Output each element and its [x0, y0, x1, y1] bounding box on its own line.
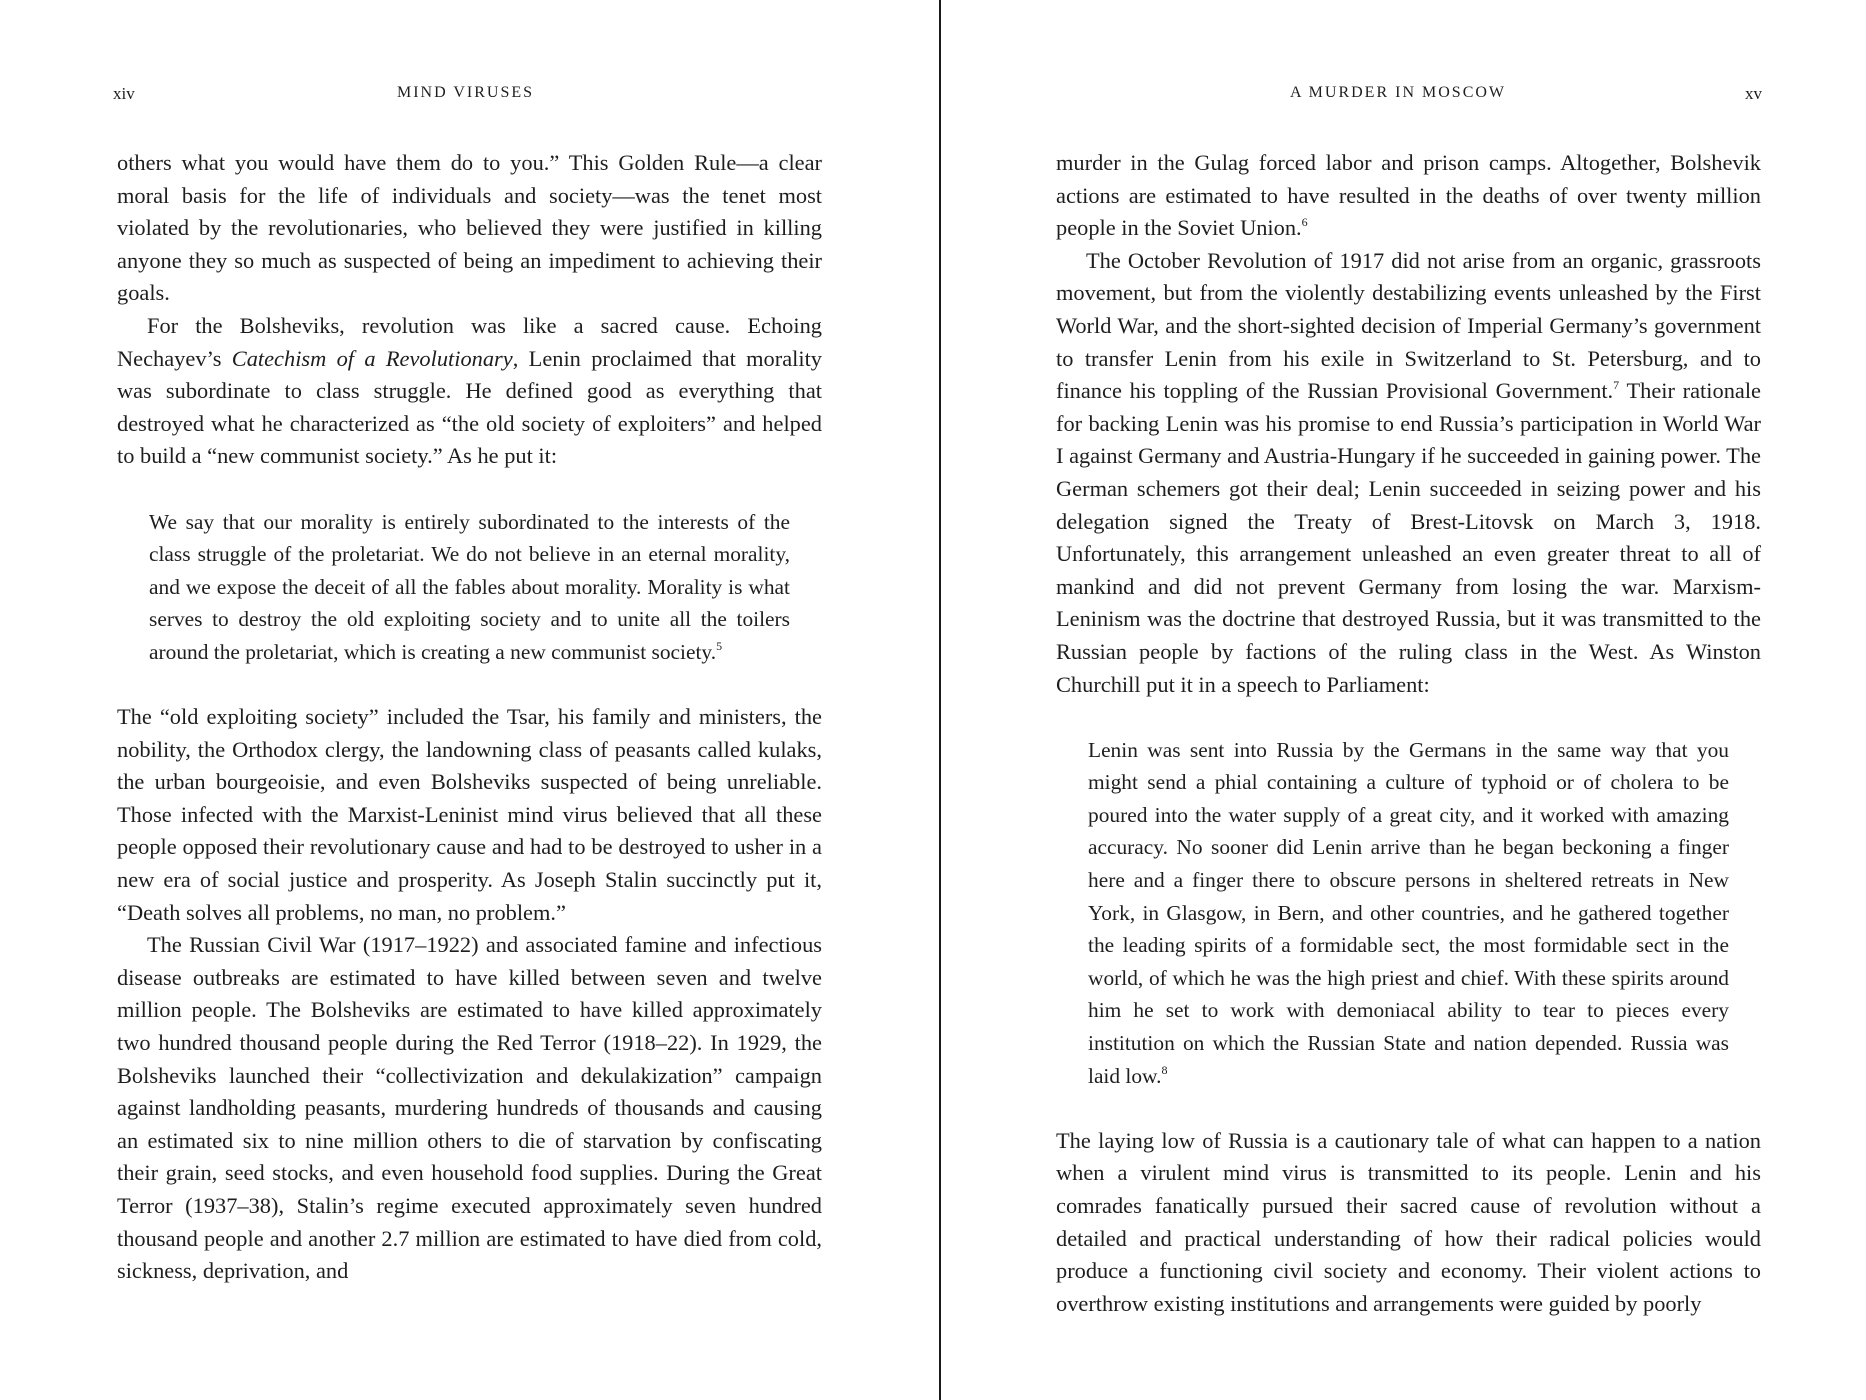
footnote-ref-6: 6 — [1301, 215, 1308, 230]
left-page-body — [117, 147, 822, 1288]
left-paragraph-3: The “old exploiting society” included the Tsar, his family and ministers, the nobility, the Orthodox clergy, the landowning class of peasants called kulaks, the urban bourgeoisie, and even Bolsheviks suspected of being unreliable. Those infected with the Marxist-Leninist mind virus believed that all these people opposed their revolutionary cause and had to be destroyed to usher in a new era of social justice and prosperity. As Joseph Stalin succinctly put it, “Death solves all problems, no man, no problem.” — [117, 704, 822, 925]
footnote-ref-7: 7 — [1613, 378, 1620, 393]
right-paragraph-1 — [1056, 147, 1761, 245]
lenin-block-quote — [149, 506, 790, 669]
churchill-quote-text: Lenin was sent into Russia by the Germans in the same way that you might send a phial containing a culture of typhoid or of cholera to be poured into the water supply of a great city, and it worked with amazing accuracy. No sooner did Lenin arrive than he began beckoning a finger here and a finger there to obscure persons in sheltered retreats in New York, in Glasgow, in Bern, and other countries, and he gathered together the leading spirits of a formidable sect, the most formidable sect in the world, of which he was the high priest and chief. With these spirits around him he set to work with demoniacal ability to tear to pieces every institution on which the Russian State and nation depended. Russia was laid low. — [1088, 737, 1729, 1088]
right-paragraph-1-text: murder in the Gulag forced labor and prison camps. Altogether, Bolshevik actions are estimated to have resulted in the deaths of over twenty million people in the Soviet Union. — [1056, 150, 1761, 241]
left-running-title: MIND VIRUSES — [397, 84, 535, 101]
churchill-block-quote — [1088, 734, 1729, 1093]
right-page-body — [1056, 147, 1761, 1320]
footnote-ref-8: 8 — [1161, 1062, 1168, 1077]
left-paragraph-4: The Russian Civil War (1917–1922) and associated famine and infectious disease outbreaks are estimated to have killed between seven and twelve million people. The Bolsheviks are estimated to have killed approximately two hundred thousand people during the Red Terror (1918–22). In 1929, the Bolsheviks launched their “collectivization and dekulakization” campaign against landholding peasants, murdering hundreds of thousands and causing an estimated six to nine million others to die of starvation by confiscating their grain, seed stocks, and even household food supplies. During the Great Terror (1937–38), Stalin’s regime executed approximately seven hundred thousand people and another 2.7 million are estimated to have died from cold, sickness, deprivation, and — [117, 932, 822, 1284]
lenin-quote-text: We say that our morality is entirely subordinated to the interests of the class struggle of the proletariat. We do not believe in an eternal morality, and we expose the deceit of all the fables about morality. Morality is what serves to destroy the old exploiting society and to unite all the toilers around the proletariat, which is creating a new communist society. — [149, 509, 790, 664]
right-paragraph-2-text-a: The October Revolution of 1917 did not arise from an organic, grassroots movement, but from the violently destabilizing events unleashed by the First World War, and the short-sighted decision of Imperial Germany’s government to transfer Lenin from his exile in Switzerland to St. Petersburg, and to finance his toppling of the Russian Provisional Government. — [1056, 247, 1761, 404]
right-paragraph-3: The laying low of Russia is a cautionary tale of what can happen to a nation when a virulent mind virus is transmitted to its people. Lenin and his comrades fanatically pursued their sacred cause of revolution without a detailed and practical understanding of how their radical policies would produce a functioning civil society and economy. Their violent actions to overthrow existing institutions and arrangements were guided by poorly — [1056, 1127, 1761, 1316]
left-page-number: xiv — [113, 84, 135, 103]
right-running-header — [1056, 84, 1761, 108]
book-title-italic: Catechism of a Revolutionary — [231, 345, 513, 371]
left-paragraph-2 — [117, 310, 822, 473]
footnote-ref-5: 5 — [716, 638, 723, 653]
left-page — [113, 0, 822, 1400]
right-paragraph-2-text-b: Their rationale for backing Lenin was his promise to end Russia’s participation in World War I against Germany and Austria-Hungary if he succeeded in gaining power. The German schemers got their deal; Lenin succeeded in seizing power and his delegation signed the Treaty of Brest-Litovsk on March 3, 1918. Unfortunately, this arrangement unleashed an even greater threat to all of mankind and did not prevent Germany from losing the war. Marxism-Leninism was the doctrine that destroyed Russia, but it was transmitted to the Russian people by factions of the ruling class in the West. As Winston Churchill put it in a speech to Parliament: — [1056, 378, 1761, 697]
left-running-header — [113, 84, 822, 108]
page-gutter-divider — [939, 0, 941, 1400]
left-paragraph-1: others what you would have them do to you.” This Golden Rule—a clear moral basis for the life of individuals and society—was the tenet most violated by the revolutionaries, who believed they were justified in killing anyone they so much as suspected of being an impediment to achieving their goals. — [117, 150, 822, 306]
right-page-number: xv — [1745, 84, 1762, 103]
right-paragraph-2 — [1056, 245, 1761, 701]
right-running-title: A MURDER IN MOSCOW — [1290, 84, 1507, 101]
left-paragraph-2-text-b: , Lenin proclaimed that morality was subordinate to class struggle. He defined good as everything that destroyed what he characterized as “the old society of exploiters” and helped to build a “new communist society.” As he put it: — [117, 345, 822, 469]
right-page — [1056, 0, 1761, 1400]
left-paragraph-2-text-a: For the Bolsheviks, revolution was like a sacred cause. Echoing Nechayev’s — [117, 312, 822, 371]
